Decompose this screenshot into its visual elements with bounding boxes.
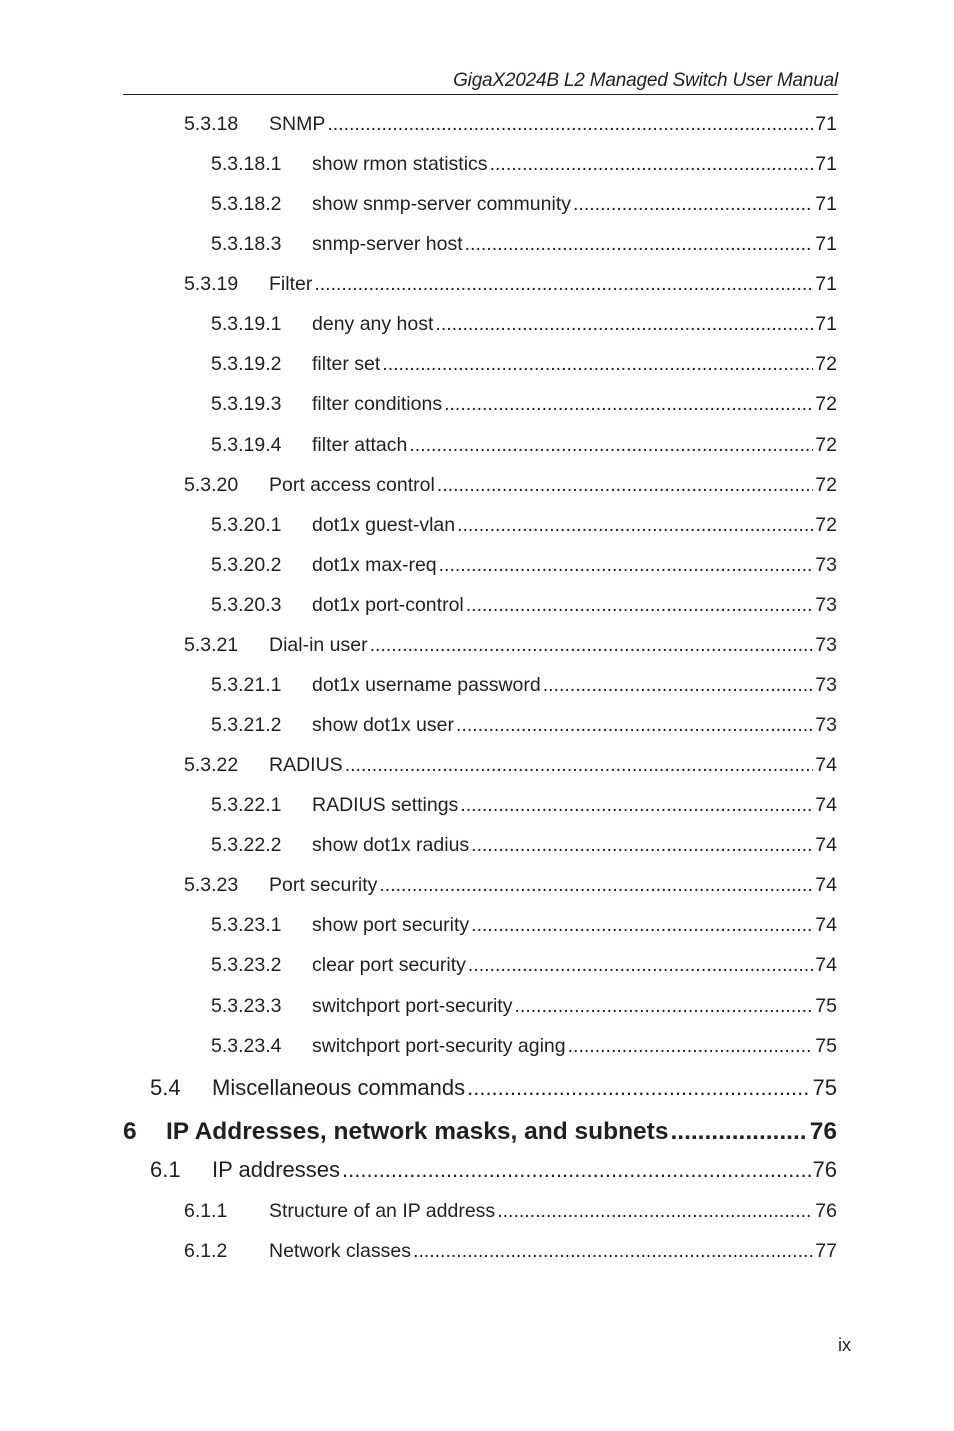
toc-entry-page: 74 [815, 794, 837, 816]
toc-entry-title: show rmon statistics [312, 153, 488, 175]
dot-leader [444, 393, 813, 416]
toc-entry-number: 5.3.18.1 [211, 153, 282, 175]
toc-entry-number: 5.3.23.4 [211, 1035, 282, 1057]
toc-entry-title: Network classes [269, 1240, 411, 1262]
toc-entry[interactable] [211, 554, 837, 577]
toc-entry-page: 72 [815, 353, 837, 375]
toc-entry-number: 6.1.1 [184, 1200, 228, 1222]
toc-entry-title: show dot1x user [312, 714, 454, 736]
toc-entry-title: clear port security [312, 954, 466, 976]
toc-entry-title: SNMP [269, 113, 326, 135]
toc-entry[interactable] [211, 353, 837, 376]
toc-entry[interactable] [150, 1075, 837, 1101]
toc-entry-number: 5.3.23 [184, 874, 239, 896]
toc-entry-number: 6.1.2 [184, 1240, 228, 1262]
toc-entry[interactable] [211, 594, 837, 617]
dot-leader [460, 794, 813, 817]
toc-entry-page: 75 [815, 1035, 837, 1057]
toc-entry[interactable] [211, 434, 837, 457]
dot-leader [471, 834, 813, 857]
toc-entry[interactable] [211, 193, 837, 216]
toc-entry-title: Miscellaneous commands [212, 1075, 466, 1100]
dot-leader [345, 754, 814, 777]
toc-entry-title: deny any host [312, 313, 434, 335]
toc-entry-title: filter conditions [312, 393, 443, 415]
toc-entry-page: 71 [815, 113, 837, 135]
toc-entry-title: filter attach [312, 434, 408, 456]
toc-entry-title: dot1x guest-vlan [312, 514, 456, 536]
dot-leader [568, 1035, 814, 1058]
toc-entry-title: Dial-in user [269, 634, 368, 656]
dot-leader [370, 634, 814, 657]
toc-entry-title: IP Addresses, network masks, and subnets [166, 1118, 669, 1145]
dot-leader [670, 1118, 807, 1146]
toc-entry-page: 73 [815, 714, 837, 736]
toc-entry-title: snmp-server host [312, 233, 463, 255]
dot-leader [456, 714, 813, 737]
dot-leader [382, 353, 813, 376]
toc-entry-title: IP addresses [212, 1157, 341, 1182]
toc-entry[interactable] [150, 1157, 837, 1183]
toc-entry-page: 74 [815, 914, 837, 936]
toc-entry[interactable] [211, 834, 837, 857]
toc-entry-number: 5.3.19 [184, 273, 239, 295]
toc-entry[interactable] [184, 1200, 837, 1223]
dot-leader [465, 233, 814, 256]
toc-entry-title: show snmp-server community [312, 193, 571, 215]
toc-entry-title: Port security [269, 874, 378, 896]
toc-entry[interactable] [211, 794, 837, 817]
toc-entry-number: 5.3.20.3 [211, 594, 282, 616]
toc-entry-title: switchport port-security aging [312, 1035, 566, 1057]
toc-entry-page: 77 [815, 1240, 837, 1262]
toc-entry-number: 5.3.20.2 [211, 554, 282, 576]
dot-leader [435, 313, 813, 336]
dot-leader [573, 193, 813, 216]
dot-leader [413, 1240, 813, 1263]
toc-entry-title: Structure of an IP address [269, 1200, 496, 1222]
toc-entry-number: 5.3.19.2 [211, 353, 282, 375]
dot-leader [457, 514, 813, 537]
dot-leader [514, 995, 813, 1018]
toc-entry-page: 71 [815, 233, 837, 255]
toc-entry-page: 75 [815, 995, 837, 1017]
dot-leader [471, 914, 813, 937]
dot-leader [543, 674, 814, 697]
toc-entry-number: 6 [123, 1118, 137, 1145]
toc-entry[interactable] [211, 1035, 837, 1058]
toc-entry-number: 5.3.18.3 [211, 233, 282, 255]
toc-entry-number: 5.3.19.3 [211, 393, 282, 415]
toc-entry-title: RADIUS settings [312, 794, 459, 816]
toc-entry-page: 72 [815, 434, 837, 456]
toc-entry-page: 72 [815, 474, 837, 496]
dot-leader [466, 594, 814, 617]
toc-entry-number: 5.3.23.2 [211, 954, 282, 976]
dot-leader [439, 554, 814, 577]
toc-entry-title: dot1x username password [312, 674, 541, 696]
toc-entry[interactable] [211, 995, 837, 1018]
dot-leader [437, 474, 813, 497]
toc-entry[interactable] [211, 674, 837, 697]
toc-entry-number: 5.3.23.3 [211, 995, 282, 1017]
toc-entry-page: 74 [815, 954, 837, 976]
toc-entry-page: 76 [815, 1200, 837, 1222]
toc-entry-number: 5.3.20.1 [211, 514, 282, 536]
toc-entry-page: 76 [812, 1157, 837, 1182]
toc-entry[interactable] [184, 113, 837, 136]
toc-entry-number: 5.3.21 [184, 634, 239, 656]
toc-entry-number: 5.3.18.2 [211, 193, 282, 215]
toc-entry-number: 5.3.21.2 [211, 714, 282, 736]
dot-leader [467, 1075, 810, 1101]
toc-entry[interactable] [211, 914, 837, 937]
toc-entry-page: 73 [815, 634, 837, 656]
manual-title: GigaX2024B L2 Managed Switch User Manual [453, 70, 838, 91]
toc-entry[interactable] [211, 393, 837, 416]
toc-entry-page: 72 [815, 514, 837, 536]
toc-entry[interactable] [184, 474, 837, 497]
dot-leader [327, 113, 813, 136]
toc-entry-title: show port security [312, 914, 470, 936]
toc-entry-title: dot1x max-req [312, 554, 437, 576]
toc-entry-number: 5.3.19.1 [211, 313, 282, 335]
toc-entry-number: 5.3.22.1 [211, 794, 282, 816]
dot-leader [468, 954, 813, 977]
toc-entry[interactable] [123, 1118, 837, 1146]
toc-entry-title: switchport port-security [312, 995, 513, 1017]
toc-entry-page: 74 [815, 874, 837, 896]
toc-entry[interactable] [184, 634, 837, 657]
toc-entry-title: RADIUS [269, 754, 343, 776]
toc-entry[interactable] [211, 313, 837, 336]
toc-entry-title: dot1x port-control [312, 594, 464, 616]
toc-entry-number: 5.3.22 [184, 754, 239, 776]
toc-entry-number: 5.3.21.1 [211, 674, 282, 696]
dot-leader [314, 273, 813, 296]
toc-entry-title: filter set [312, 353, 381, 375]
toc-entry-page: 74 [815, 834, 837, 856]
toc-entry-title: Filter [269, 273, 313, 295]
dot-leader [409, 434, 813, 457]
dot-leader [497, 1200, 813, 1223]
toc-entry-page: 74 [815, 754, 837, 776]
toc-entry[interactable] [211, 153, 837, 176]
toc-entry-number: 5.3.23.1 [211, 914, 282, 936]
toc-entry-page: 73 [815, 554, 837, 576]
toc-entry-number: 5.3.18 [184, 113, 239, 135]
toc-entry[interactable] [211, 954, 837, 977]
toc-entry-title: show dot1x radius [312, 834, 470, 856]
toc-entry-number: 5.4 [150, 1075, 181, 1100]
toc-entry-page: 71 [815, 313, 837, 335]
toc-entry-page: 73 [815, 674, 837, 696]
toc-entry-page: 71 [815, 153, 837, 175]
toc-entry-title: Port access control [269, 474, 435, 496]
dot-leader [342, 1157, 811, 1183]
toc-entry-page: 72 [815, 393, 837, 415]
toc-entry-page: 75 [812, 1075, 837, 1100]
dot-leader [490, 153, 814, 176]
toc-entry-number: 5.3.22.2 [211, 834, 282, 856]
toc-entry[interactable] [211, 233, 837, 256]
toc-entry[interactable] [184, 1240, 837, 1263]
toc-entry[interactable] [184, 874, 837, 897]
toc-entry-number: 5.3.19.4 [211, 434, 282, 456]
toc-entry-page: 76 [809, 1118, 837, 1145]
dot-leader [379, 874, 813, 897]
toc-entry[interactable] [184, 754, 837, 777]
toc-entry[interactable] [184, 273, 837, 296]
toc-entry-number: 5.3.20 [184, 474, 239, 496]
toc-entry-number: 6.1 [150, 1157, 181, 1182]
toc-entry-page: 71 [815, 193, 837, 215]
page-number: ix [838, 1335, 851, 1355]
toc-entry-page: 71 [815, 273, 837, 295]
toc-entry[interactable] [211, 514, 837, 537]
toc-entry[interactable] [211, 714, 837, 737]
toc-entry-page: 73 [815, 594, 837, 616]
